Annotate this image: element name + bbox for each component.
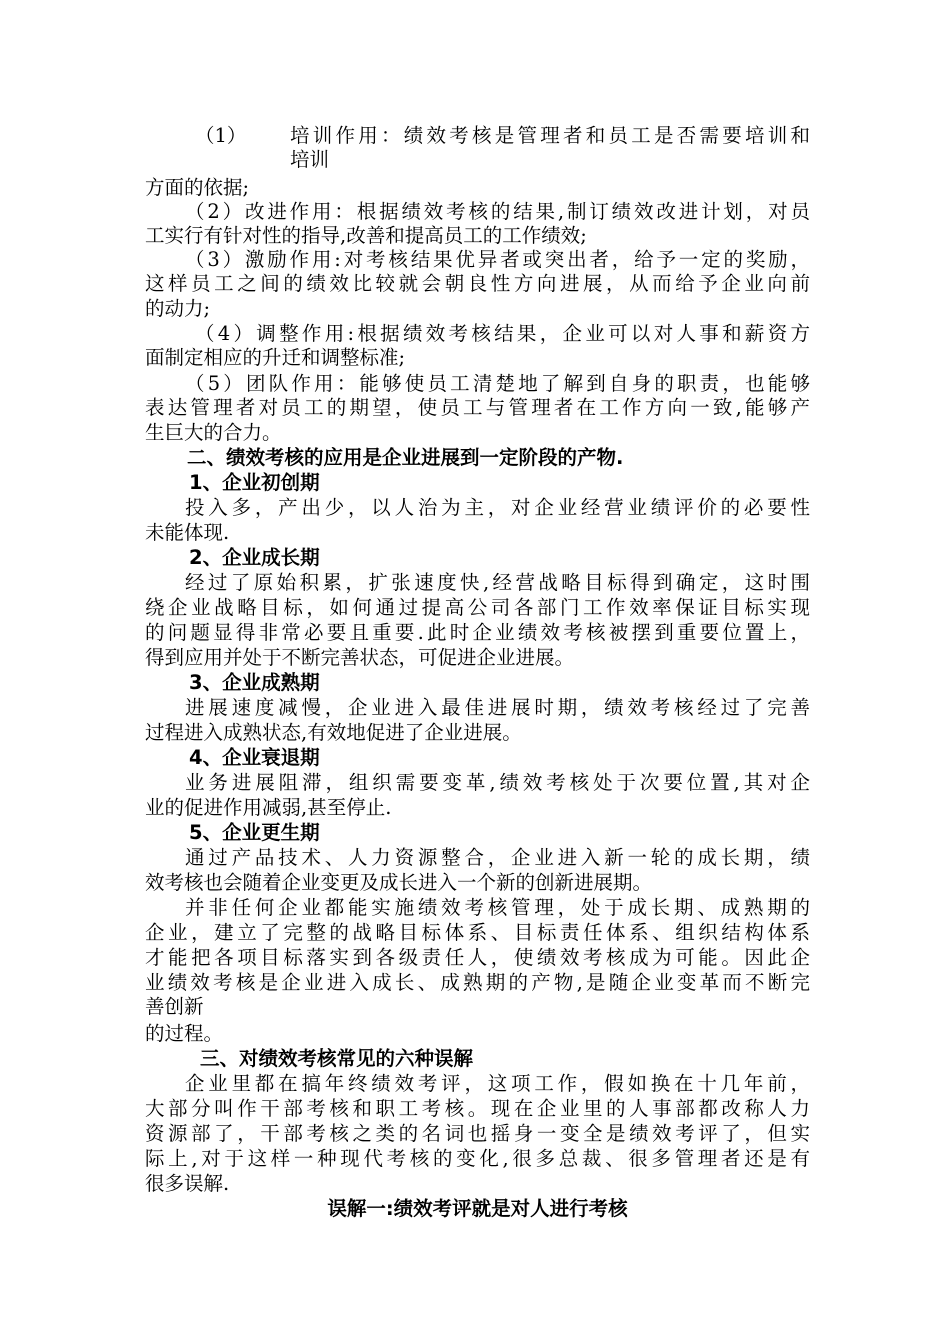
stage2-title: 2、企业成长期 <box>189 546 320 569</box>
myth1-heading: 误解一:绩效考评就是对人进行考核 <box>327 1197 628 1220</box>
stage1-line2: 未能体现. <box>145 521 230 544</box>
item5-line3: 生巨大的合力。 <box>145 421 282 444</box>
stage1-line1: 投入多，产出少，以人治为主，对企业经营业绩评价的必要性 <box>185 496 810 519</box>
stage2-line2: 绕企业战略目标，如何通过提高公司各部门工作效率保证目标实现 <box>145 596 810 619</box>
item4-line1: （4）调整作用:根据绩效考核结果，企业可以对人事和薪资方 <box>195 322 810 345</box>
item3-line2: 这样员工之间的绩效比较就会朝良性方向进展，从而给予企业向前 <box>145 272 810 295</box>
item5-line2: 表达管理者对员工的期望，使员工与管理者在工作方向一致,能够产 <box>145 396 810 419</box>
item2-line1: （2）改进作用：根据绩效考核的结果,制订绩效改进计划，对员 <box>185 200 810 223</box>
section2-heading: 二、绩效考核的应用是企业进展到一定阶段的产物. <box>187 446 624 469</box>
item2-line2: 工实行有针对性的指导,改善和提高员工的工作绩效; <box>145 224 587 247</box>
stage3-title: 3、企业成熟期 <box>189 671 320 694</box>
stage1-title: 1、企业初创期 <box>189 471 320 494</box>
stage3-line2: 过程进入成熟状态,有效地促进了企业进展。 <box>145 721 522 744</box>
stage2-line3: 的问题显得非常必要且重要.此时企业绩效考核被摆到重要位置上， <box>145 621 810 644</box>
stage4-line2: 业的促进作用减弱,甚至停止. <box>145 796 392 819</box>
summary-line3: 才能把各项目标落实到各级责任人，使绩效考核成为可能。因此企 <box>145 946 810 969</box>
stage3-line1: 进展速度减慢，企业进入最佳进展时期，绩效考核经过了完善 <box>185 696 810 719</box>
item1-line3: 方面的依据; <box>145 176 250 199</box>
item5-line1: （5）团队作用：能够使员工清楚地了解到自身的职责，也能够 <box>185 372 810 395</box>
stage2-line1: 经过了原始积累，扩张速度快,经营战略目标得到确定，这时围 <box>185 571 810 594</box>
summary-line4: 业绩效考核是企业进入成长、成熟期的产物,是随企业变革而不断完 <box>145 971 810 994</box>
item1-line2: 培训 <box>290 148 330 171</box>
section3-heading: 三、对绩效考核常见的六种误解 <box>200 1047 474 1070</box>
stage4-line1: 业务进展阻滞，组织需要变革,绩效考核处于次要位置,其对企 <box>185 771 810 794</box>
summary-line2: 企业，建立了完整的战略目标体系、目标责任体系、组织结构体系 <box>145 921 810 944</box>
intro-line3: 资源部了，干部考核之类的名词也摇身一变全是绩效考评了，但实 <box>145 1122 810 1145</box>
summary-line6: 的过程。 <box>145 1022 224 1045</box>
stage2-line4: 得到应用并处于不断完善状态，可促进企业进展。 <box>145 646 575 669</box>
summary-line1: 并非任何企业都能实施绩效考核管理，处于成长期、成熟期的 <box>185 896 810 919</box>
item4-line2: 面制定相应的升迁和调整标准; <box>145 346 406 369</box>
stage5-line2: 效考核也会随着企业变更及成长进入一个新的创新进展期。 <box>145 871 653 894</box>
item1-number: （1） <box>195 124 247 147</box>
intro-line1: 企业里都在搞年终绩效考评，这项工作，假如换在十几年前， <box>185 1072 810 1095</box>
item3-line1: （3）激励作用:对考核结果优异者或突出者，给予一定的奖励， <box>185 248 810 271</box>
summary-line5: 善创新 <box>145 995 204 1018</box>
stage5-line1: 通过产品技术、人力资源整合，企业进入新一轮的成长期，绩 <box>185 846 810 869</box>
stage4-title: 4、企业衰退期 <box>189 746 320 769</box>
intro-line4: 际上,对于这样一种现代考核的变化,很多总裁、很多管理者还是有 <box>145 1147 810 1170</box>
item3-line3: 的动力; <box>145 297 211 320</box>
stage5-title: 5、企业更生期 <box>189 821 320 844</box>
intro-line5: 很多误解. <box>145 1172 230 1195</box>
item1-line1: 培训作用：绩效考核是管理者和员工是否需要培训和 <box>290 124 810 147</box>
intro-line2: 大部分叫作干部考核和职工考核。现在企业里的人事部都改称人力 <box>145 1097 810 1120</box>
